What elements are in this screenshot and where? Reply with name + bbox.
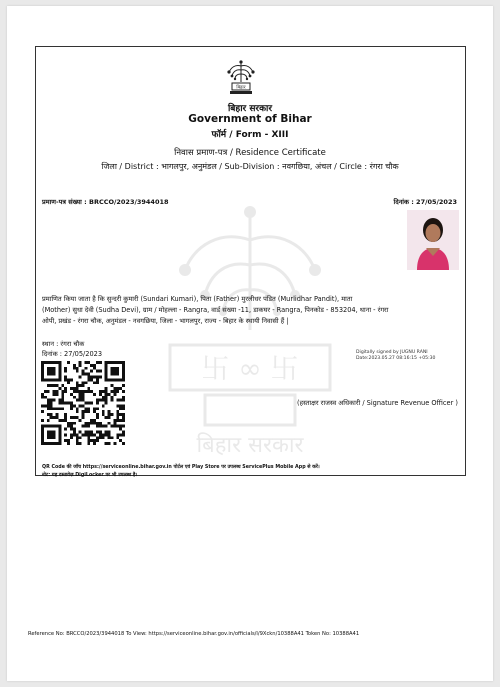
digilocker-note: नोट: यह दस्तावेज़ DigiLocker पर भी उपलब्ध है। — [42, 473, 138, 478]
certificate-body — [42, 294, 462, 327]
signature-revenue-officer: (हस्ताक्षर राजस्व अधिकारी / Signature Revenue Officer ) — [297, 399, 458, 407]
state-name-hindi: बिहार सरकार — [227, 104, 273, 114]
certificate-number: प्रमाण-पत्र संख्या : BRCCO/2023/3944018 — [42, 198, 169, 206]
body-line-1: प्रमाणित किया जाता है कि सुन्दरी कुमारी (Sundari Kumari), पिता (Father) मुरलीधर पंडित (Murlidhar Pandit), माता — [42, 295, 353, 303]
certificate-date: दिनांक : 27/05/2023 — [393, 198, 457, 206]
district-line: जिला / District : भागलपुर, अनुमंडल / Sub-Division : नवगछिया, अंचल / Circle : रंगरा चौक — [101, 162, 399, 171]
emblem-label: बिहार — [236, 85, 246, 91]
bihar-watermark-icon — [150, 200, 350, 460]
issue-date-field: दिनांक : 27/05/2023 — [42, 350, 103, 358]
government-title: Government of Bihar — [188, 113, 312, 125]
digital-signature-name: Digitally signed by JUGNU RANI — [356, 350, 428, 355]
svg-text:卐 ∞ 卐: 卐 ∞ 卐 — [201, 352, 299, 385]
reference-footer: Reference No: BRCCO/2023/3944018 To View: https://serviceonline.bihar.gov.in/officials/l/9Xckn/10388A41 Token No: 10388A41 — [28, 631, 360, 637]
applicant-photo — [407, 210, 459, 270]
form-number: फॉर्म / Form - XIII — [211, 130, 289, 140]
qr-verification-note: QR Code की जाँच https://serviceonline.bihar.gov.in पोर्टल एवं Play Store पर उपलब्ध ServicePlus Mobile App से करें। — [42, 465, 320, 470]
person-photo-icon — [407, 210, 459, 270]
digital-signature-date: Date:2023.05.27 08:16:15 +05:30 — [356, 356, 436, 361]
place-field: स्थान : रंगरा चौक — [42, 340, 85, 348]
watermark-label: बिहार सरकार — [196, 433, 304, 458]
qr-code-icon[interactable] — [41, 361, 125, 445]
certificate-title: निवास प्रमाण-पत्र / Residence Certificate — [174, 148, 326, 158]
body-line-3: ओपी, प्रखंड - रंगरा चौक, अनुमंडल - नवगछिया, जिला - भागलपुर, राज्य - बिहार के स्थायी निवासी हैं | — [42, 317, 289, 325]
bihar-emblem-icon — [223, 58, 259, 98]
body-line-2: (Mother) सुधा देवी (Sudha Devi), ग्राम / मोहल्ला - Rangra, वार्ड संख्या -11, डाकघर - Rangra, पिनकोड - 853204, थाना - रंगरा — [42, 306, 389, 314]
